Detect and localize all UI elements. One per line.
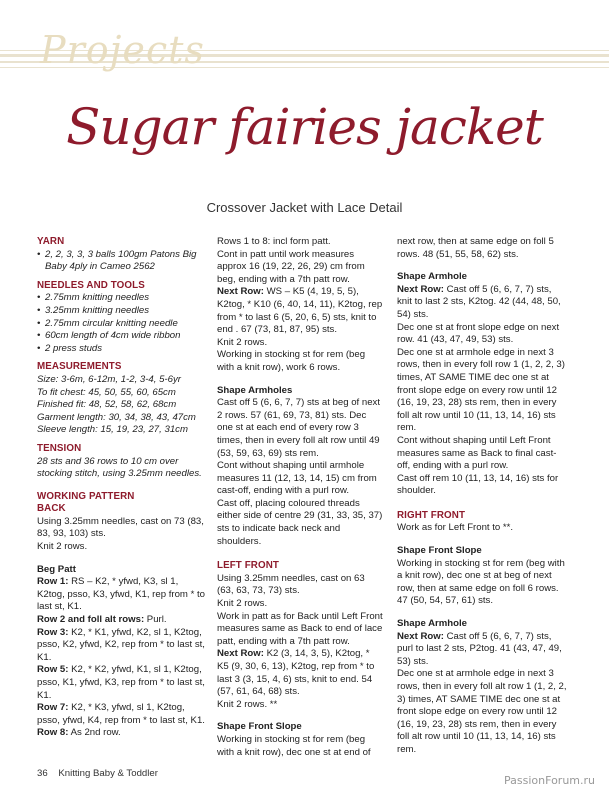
paragraph: Knit 2 rows. ** [217,698,278,710]
paragraph: Knit 2 rows. [217,336,268,348]
list-item: • 2, 2, 3, 3, 3 balls 100gm Patons Big Baby 4ply in Cameo 2562 [37,249,205,274]
paragraph: next row, then at same edge on foll 5 rows. 48 (51, 55, 58, 62) sts. [397,236,554,260]
working-pattern-heading: WORKING PATTERN [37,490,135,502]
list-item: • 2.75mm knitting needles [37,292,205,305]
list-item: • 3.25mm knitting needles [37,305,205,318]
shape-front-slope-heading: Shape Front Slope [217,721,302,733]
back-intro: Using 3.25mm needles, cast on 73 (83, 83, 93, 103) sts. [37,515,204,540]
needles-list [37,292,205,355]
section-label: Projects [40,28,205,72]
tension-text: 28 sts and 36 rows to 10 cm over stocking stitch, using 3.25mm needles. [37,455,202,480]
needles-heading: NEEDLES AND TOOLS [37,279,145,291]
list-item: • 2 press studs [37,343,205,356]
paragraph: Cast off 5 (6, 6, 7, 7) sts at beg of next 2 rows. 57 (61, 69, 73, 81) sts. Dec one st at each end of every row 3 times, then in every foll alt row until 49 (53, 59, 63, 69) sts rem. [217,397,381,459]
list-item: • 2.75mm circular knitting needle [37,318,205,331]
measurement-line: Finished fit: 48, 52, 58, 62, 68cm [37,399,177,411]
knit-rows: Knit 2 rows. [37,541,88,553]
measurement-line: Garment length: 30, 34, 38, 43, 47cm [37,411,196,423]
paragraph: Dec one st at armhole edge in next 3 rows, then in every foll alt row 1 (1, 2, 2, 3) times, AT SAME TIME dec one st at front slope edge on every row until 12 (16, 19, 23, 28) sts rem, then in every foll alt row until 10 (11, 13, 14, 16) sts rem. [397,668,567,755]
tension-heading: TENSION [37,442,82,454]
paragraph: Working in stocking st for rem (beg with a knit row), work 6 rows. [217,349,366,373]
measurements-heading: MEASUREMENTS [37,361,122,373]
paragraph: Rows 1 to 8: incl form patt. [217,236,331,247]
column-1 [37,236,205,740]
yarn-heading: YARN [37,236,65,247]
row-instruction: Row 7: K2, * K3, yfwd, sl 1, K2tog, psso, yfwd, K4, rep from * to last st, K1. [37,702,205,726]
row-instruction: Next Row: Cast off 5 (6, 6, 7, 7) sts, purl to last 2 sts, P2tog. 41 (43, 47, 49, 53) sts. [397,630,562,667]
paragraph: Cont in patt until work measures approx 16 (19, 22, 26, 29) cm from beg, ending with a 7th patt row. [217,248,365,285]
paragraph: Working in stocking st for rem (beg with a knit row), dec one st at beg of next row, then at same edge on foll 6 rows. 47 (50, 54, 57, 61) sts. [397,557,565,607]
row-instruction: Next Row: K2 (3, 14, 3, 5), K2tog, * K5 (9, 30, 6, 13), K2tog, rep from * to last 3 (3, 15, 4, 6) sts, knit to end. 54 (57, 61, 64, 68) sts. [217,648,375,698]
measurement-line: To fit chest: 45, 50, 55, 60, 65cm [37,386,176,398]
left-front-heading: LEFT FRONT [217,560,279,572]
page-footer [37,768,166,779]
row-instruction: Row 8: As 2nd row. [37,727,121,739]
paragraph: Cast off rem 10 (11, 13, 14, 16) sts for shoulder. [397,472,559,497]
paragraph: Dec one st at armhole edge in next 3 rows, then in every foll row 1 (1, 2, 2, 3) times, AT SAME TIME dec one st at front slope edge on every row until 12 (16, 19, 23, 28) sts rem, then in every foll alt row until 10 (11, 13, 14, 16) sts rem. [397,346,565,434]
right-front-heading: RIGHT FRONT [397,509,466,521]
paragraph: Working in stocking st for rem (beg with a knit row), dec one st at end of [217,733,371,758]
row-instruction: Next Row: WS – K5 (4, 19, 5, 5), K2tog, * K10 (6, 40, 14, 11), K2tog, rep from * to last 6 (5, 20, 6, 5) sts, knit to end . 67 (73, 81, 87, 95) sts. [217,286,383,336]
paragraph: Dec one st at front slope edge on next row. 41 (43, 47, 49, 53) sts. [397,321,560,346]
shape-front-slope-heading: Shape Front Slope [397,545,482,557]
shape-armhole-heading: Shape Armhole [397,271,468,283]
paragraph: Work in patt as for Back until Left Front measures same as Back to end of lace patt, ending with a 7th patt row. [217,610,383,647]
paragraph: Cont without shaping until Left Front measures same as Back to final cast-off, ending with a purl row. [397,434,557,472]
beg-patt-heading: Beg Patt [37,563,76,575]
shape-armhole-heading: Shape Armhole [397,618,468,630]
page-number: 36 [37,768,48,779]
column-2 [217,236,383,759]
row-instruction: Row 2 and foll alt rows: Purl. [37,614,167,626]
yarn-list [37,249,205,274]
row-instruction: Row 1: RS – K2, * yfwd, K3, sl 1, K2tog, psso, K3, yfwd, K1, rep from * to last st, K1. [37,576,205,613]
paragraph: Work as for Left Front to **. [397,522,514,534]
measurement-line: Sleeve length: 15, 19, 23, 27, 31cm [37,424,188,436]
row-instruction: Next Row: Cast off 5 (6, 6, 7, 7) sts, knit to last 2 sts, K2tog. 42 (44, 48, 50, 54) sts. [397,283,561,320]
list-item: • 60cm length of 4cm wide ribbon [37,330,205,343]
shape-armholes-heading: Shape Armholes [217,384,293,396]
column-3 [397,236,567,757]
measurement-line: Size: 3-6m, 6-12m, 1-2, 3-4, 5-6yr [37,373,181,385]
page-title: Sugar fairies jacket [66,98,543,156]
row-instruction: Row 5: K2, * K2, yfwd, K1, sl 1, K2tog, psso, K1, yfwd, K3, rep from * to last st, K1. [37,664,205,701]
paragraph: Cast off, placing coloured threads either side of centre 29 (31, 33, 35, 37) sts to indicate back neck and shoulders. [217,497,383,547]
paragraph: Using 3.25mm needles, cast on 63 (63, 63, 73, 73) sts. [217,572,365,597]
row-instruction: Row 3: K2, * K1, yfwd, K2, sl 1, K2tog, psso, K2, yfwd, K2, rep from * to last st, K1. [37,626,205,663]
page-subtitle: Crossover Jacket with Lace Detail [206,200,403,215]
back-heading: BACK [37,503,66,515]
paragraph: Knit 2 rows. [217,598,268,610]
paragraph: Cont without shaping until armhole measures 11 (12, 13, 14, 15) cm from cast-off, ending with a purl row. [217,460,377,497]
magazine-name: Knitting Baby & Toddler [58,768,158,779]
watermark: PassionForum.ru [504,774,595,787]
